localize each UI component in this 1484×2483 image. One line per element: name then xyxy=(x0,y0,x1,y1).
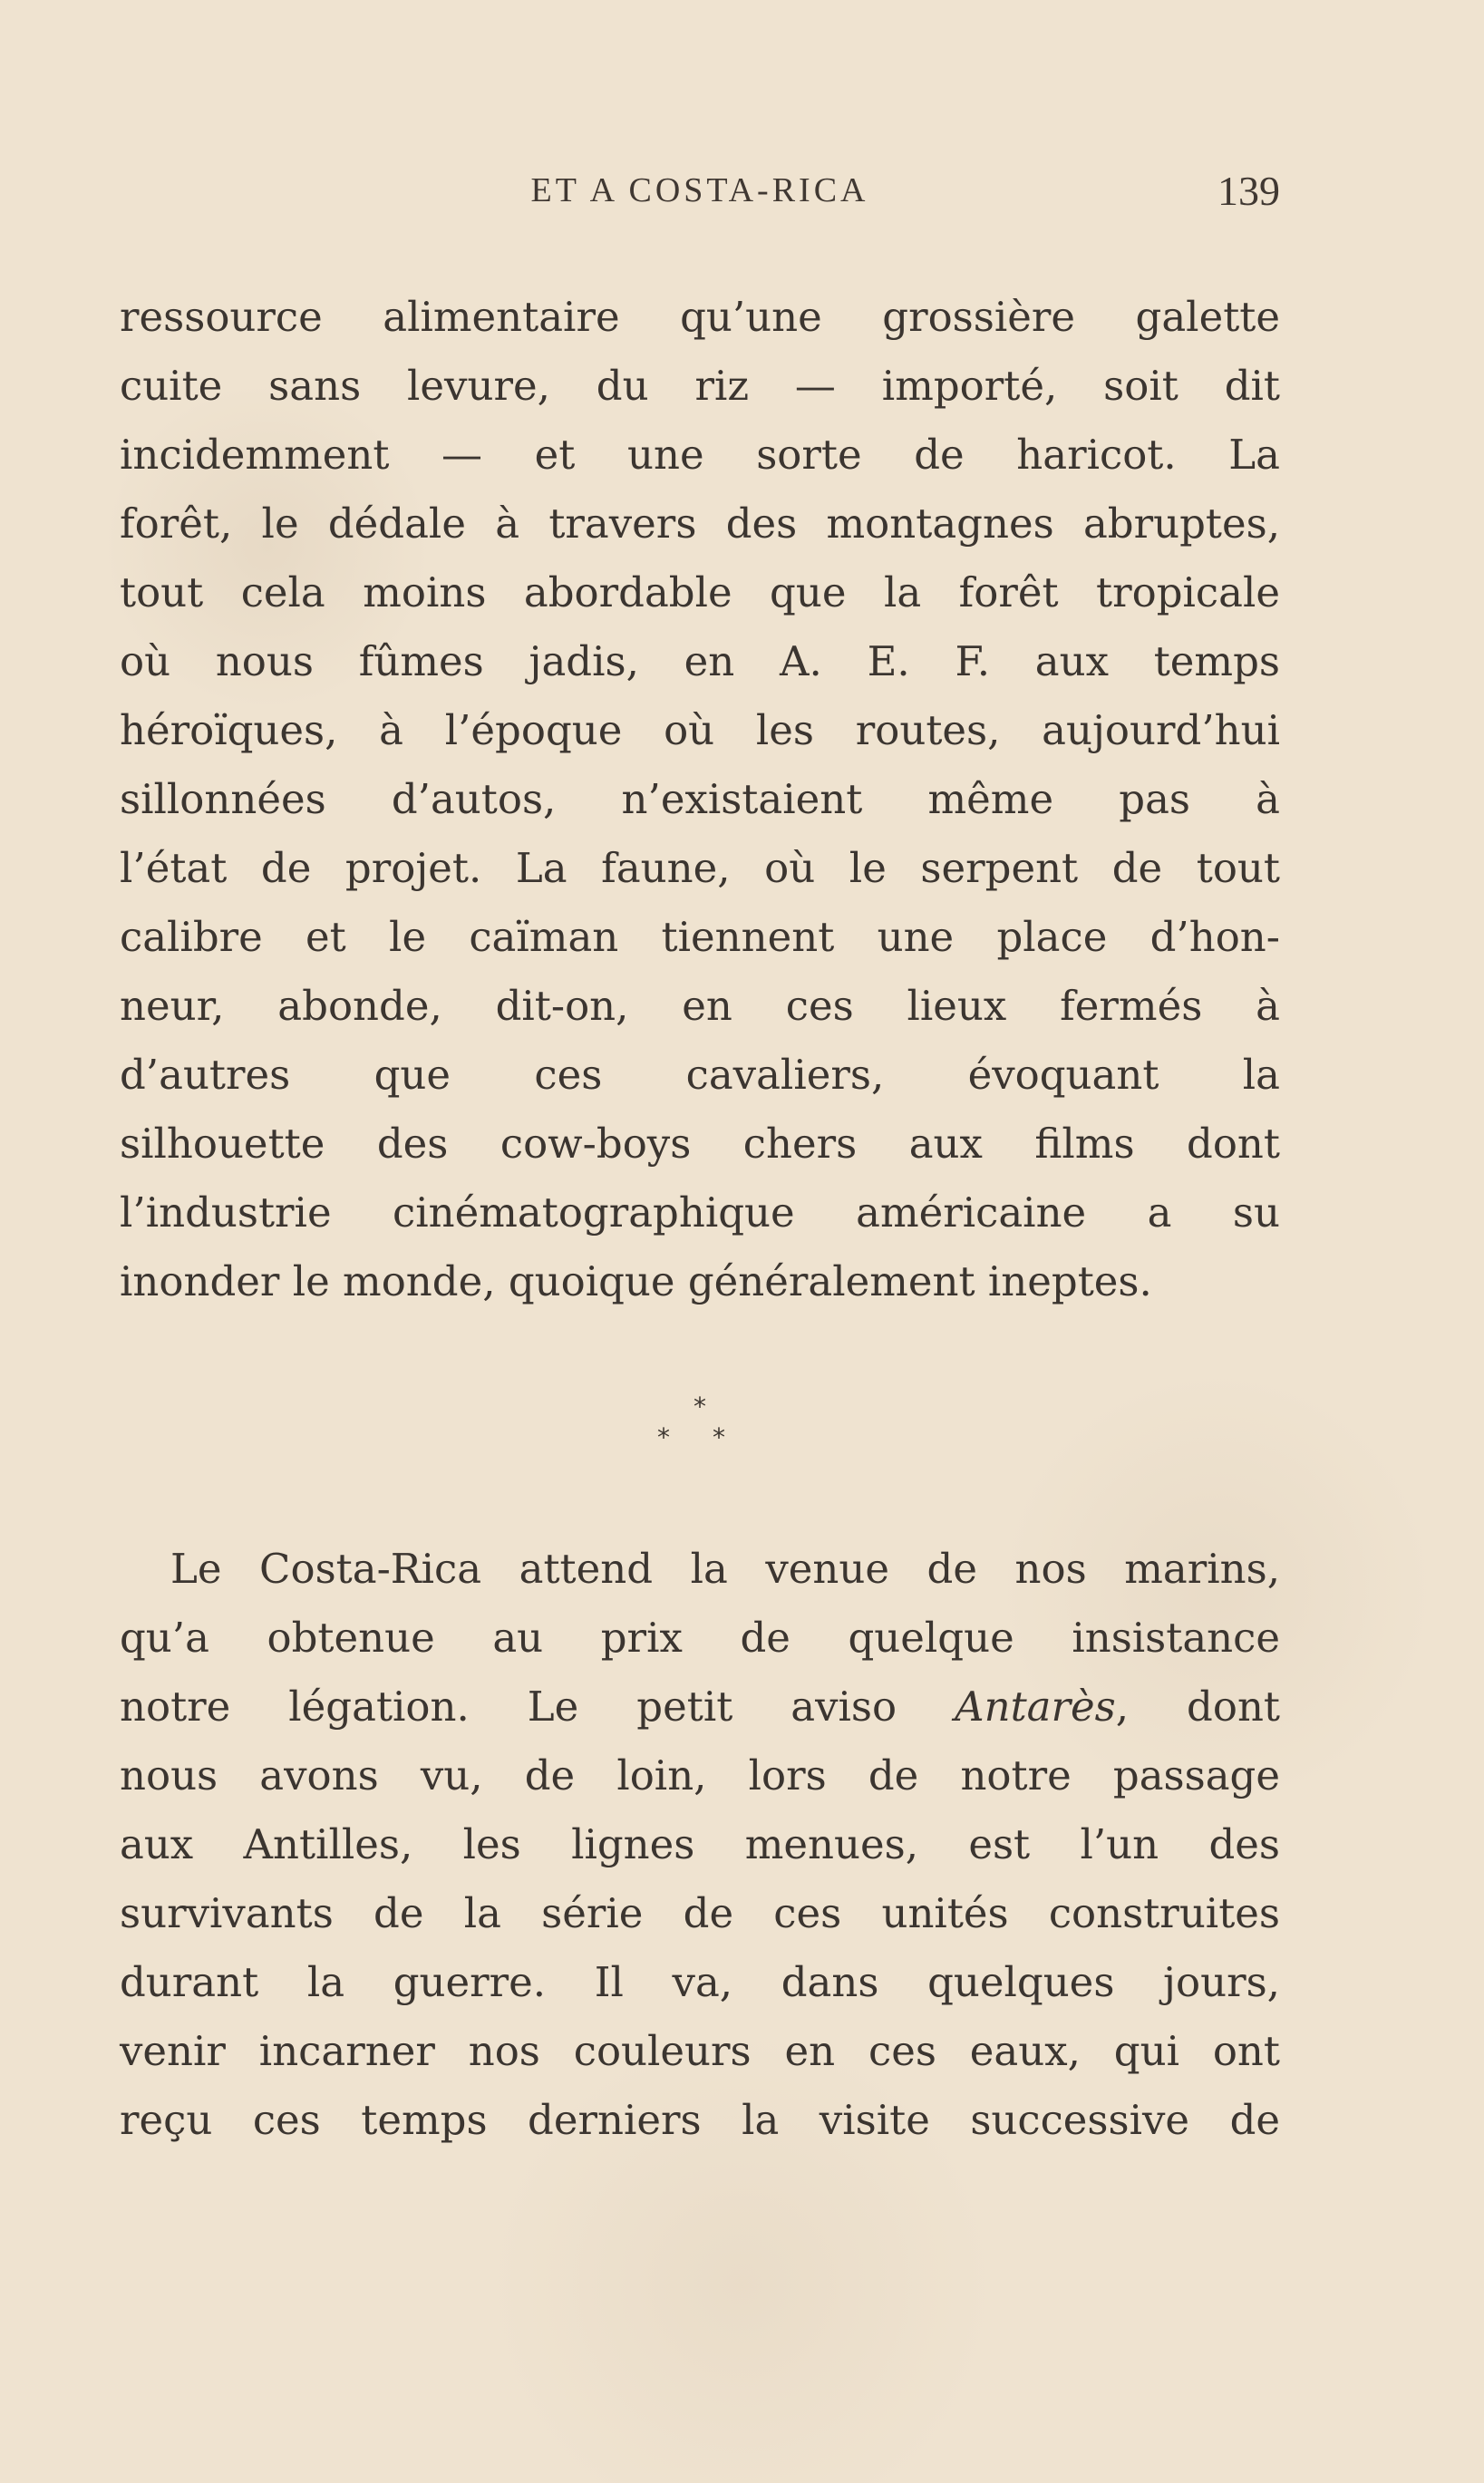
asterisk-icon: * xyxy=(657,1422,670,1452)
paragraph-2 xyxy=(120,1535,1280,2155)
text-line: où nous fûmes jadis, en A. E. F. aux temps xyxy=(120,637,1280,685)
text-line: calibre et le caïman tiennent une place d’hon- xyxy=(120,913,1280,961)
text-line: nous avons vu, de loin, lors de notre passage xyxy=(120,1751,1280,1799)
text-line: d’autres que ces cavaliers, évoquant la xyxy=(120,1051,1280,1099)
text-line: ressource alimentaire qu’une grossière galette xyxy=(120,293,1280,341)
text-line: incidemment — et une sorte de haricot. La xyxy=(120,431,1280,479)
text-line: aux Antilles, les lignes menues, est l’un des xyxy=(120,1820,1280,1868)
text-segment: notre légation. Le petit aviso xyxy=(120,1683,955,1731)
text-line: forêt, le dédale à travers des montagnes abruptes, xyxy=(120,500,1280,548)
text-line: inonder le monde, quoique généralement ineptes. xyxy=(120,1257,1152,1305)
paragraph-1 xyxy=(120,283,1280,1316)
text-line: sillonnées d’autos, n’existaient même pas à xyxy=(120,775,1280,823)
text-line: tout cela moins abordable que la forêt tropicale xyxy=(120,568,1280,616)
text-line: qu’a obtenue au prix de quelque insistance xyxy=(120,1614,1280,1662)
asterisk-icon: * xyxy=(713,1422,725,1452)
text-line: venir incarner nos couleurs en ces eaux, qui ont xyxy=(120,2027,1280,2075)
text-line: cuite sans levure, du riz — importé, soit dit xyxy=(120,362,1280,410)
text-line xyxy=(120,1673,1280,1741)
text-line: durant la guerre. Il va, dans quelques jours, xyxy=(120,1958,1280,2006)
asterisk-icon: * xyxy=(694,1392,706,1421)
running-title: ET A COSTA-RICA xyxy=(530,171,869,209)
text-line: survivants de la série de ces unités construites xyxy=(120,1889,1280,1937)
running-head xyxy=(120,170,1280,221)
text-line: Le Costa-Rica attend la venue de nos marins, xyxy=(170,1545,1280,1593)
text-line: reçu ces temps derniers la visite successive de xyxy=(120,2096,1280,2144)
text-line: héroïques, à l’époque où les routes, aujourd’hui xyxy=(120,706,1280,754)
text-line: l’état de projet. La faune, où le serpent de tout xyxy=(120,844,1280,892)
page-number: 139 xyxy=(1217,168,1280,214)
text-line: neur, abonde, dit-on, en ces lieux fermés à xyxy=(120,982,1280,1030)
text-line: silhouette des cow-boys chers aux films dont xyxy=(120,1120,1280,1168)
text-segment: , dont xyxy=(1115,1683,1281,1731)
text-line: l’industrie cinématographique américaine a su xyxy=(120,1188,1280,1237)
section-asterism xyxy=(0,1392,1484,1473)
ship-name: Antarès xyxy=(955,1683,1116,1731)
